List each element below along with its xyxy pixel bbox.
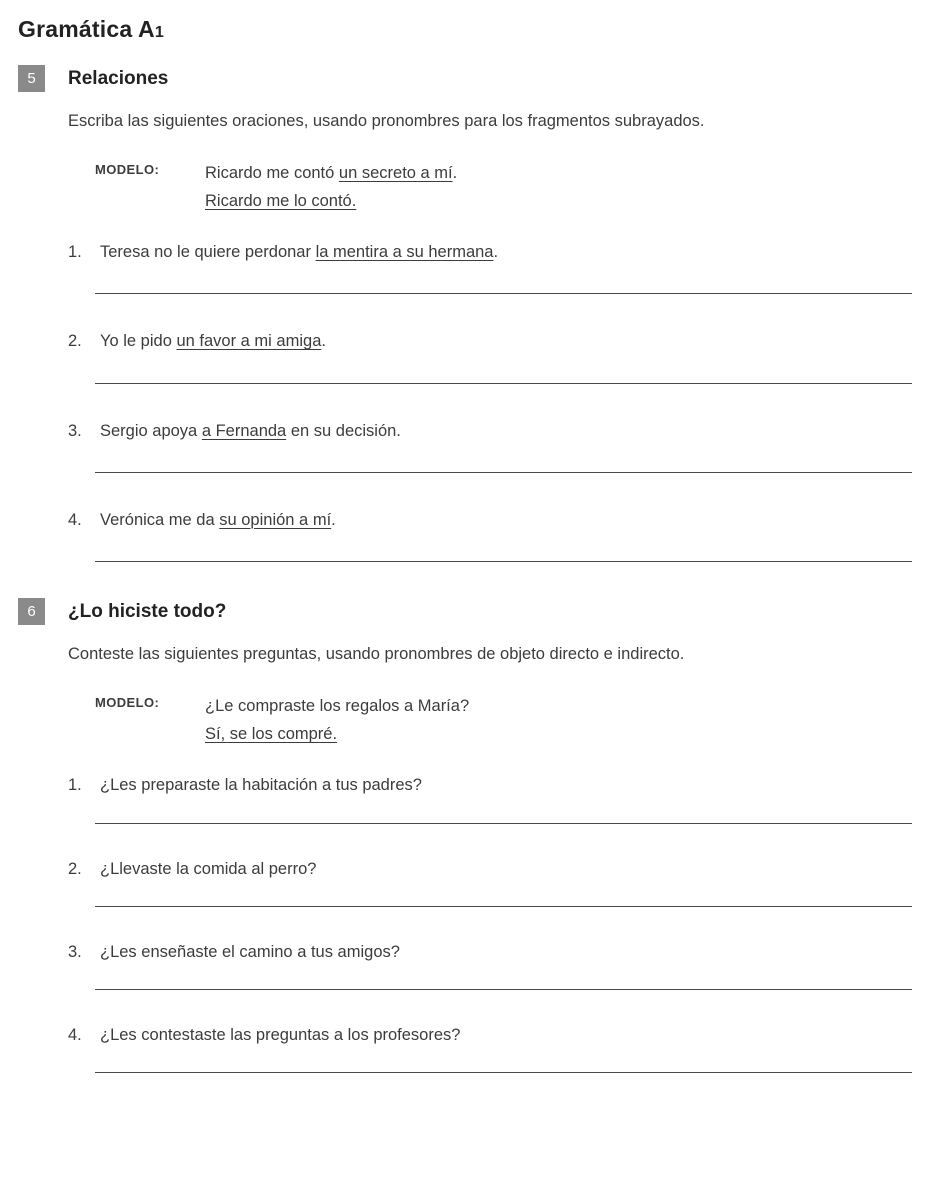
worksheet-item	[68, 774, 912, 823]
worksheet-item	[68, 858, 912, 907]
exercise-6-instructions: Conteste las siguientes preguntas, usando pronombres de objeto directo e indirecto.	[68, 645, 685, 664]
exercise-6-modelo	[95, 692, 912, 748]
modelo-text	[205, 159, 457, 215]
exercise-6-body	[68, 645, 912, 1073]
exercise-5-title: Relaciones	[68, 68, 169, 89]
modelo-example-answer: Sí, se los compré.	[205, 725, 338, 744]
item-sentence	[100, 241, 912, 263]
modelo-example-sentence: ¿Le compraste los regalos a María?	[205, 697, 470, 716]
modelo-sentence-pre: Ricardo me contó	[205, 164, 339, 182]
item-number: 4.	[68, 1026, 82, 1045]
item-number: 2.	[68, 332, 82, 351]
modelo-label: MODELO:	[95, 162, 160, 177]
exercise-5-number-badge: 5	[18, 65, 45, 92]
exercise-6-section	[18, 598, 912, 1073]
sentence-pre: Verónica me da	[100, 510, 220, 529]
exercise-5-header	[18, 65, 912, 92]
item-sentence-row	[68, 330, 912, 352]
item-sentence-row	[68, 241, 912, 263]
item-sentence: ¿Llevaste la comida al perro?	[100, 859, 317, 878]
exercise-5-instructions: Escriba las siguientes oraciones, usando pronombres para los fragmentos subrayados.	[68, 112, 705, 130]
exercise-5-body	[68, 112, 912, 562]
item-sentence-row	[68, 941, 912, 963]
exercise-5-section	[18, 65, 912, 562]
modelo-label: MODELO:	[95, 695, 160, 711]
page-title-main: Gramática A	[18, 16, 155, 42]
answer-line	[95, 823, 912, 824]
answer-line	[95, 293, 912, 294]
item-sentence	[100, 420, 912, 442]
item-number: 4.	[68, 510, 82, 529]
item-number: 3.	[68, 942, 82, 961]
underlined-fragment: su opinión a mí	[219, 510, 332, 529]
item-sentence	[100, 330, 912, 352]
item-sentence: ¿Les preparaste la habitación a tus padres?	[100, 776, 422, 795]
exercise-6-number-badge: 6	[18, 598, 45, 625]
answer-line	[95, 561, 912, 562]
worksheet-item	[68, 1024, 912, 1073]
underlined-fragment: un secreto a mí	[338, 164, 453, 182]
exercise-6-title: ¿Lo hiciste todo?	[68, 601, 227, 623]
page-title-sub: 1	[154, 24, 164, 41]
underlined-fragment: a Fernanda	[201, 421, 287, 440]
item-sentence-row	[68, 420, 912, 442]
modelo-sentence-post: .	[452, 164, 458, 182]
item-sentence	[100, 509, 912, 531]
answer-line	[95, 472, 912, 473]
item-number: 2.	[68, 859, 82, 878]
page-title	[18, 16, 912, 43]
sentence-post: .	[321, 332, 326, 351]
modelo-example-sentence	[205, 159, 457, 187]
item-sentence-row	[68, 858, 912, 880]
worksheet-item	[68, 241, 912, 294]
worksheet-item	[68, 509, 912, 562]
item-sentence: ¿Les contestaste las preguntas a los profesores?	[100, 1026, 461, 1045]
modelo-example-answer: Ricardo me lo contó.	[205, 192, 357, 211]
answer-line	[95, 989, 912, 990]
worksheet-item	[68, 420, 912, 473]
item-number: 1.	[68, 243, 82, 262]
underlined-fragment: un favor a mi amiga	[176, 332, 322, 351]
answer-line	[95, 1072, 912, 1073]
answer-line	[95, 383, 912, 384]
sentence-post: en su decisión.	[286, 421, 401, 440]
sentence-pre: Sergio apoya	[100, 421, 202, 440]
item-number: 1.	[68, 776, 82, 795]
sentence-pre: Yo le pido	[100, 332, 177, 351]
worksheet-item	[68, 941, 912, 990]
sentence-pre: Teresa no le quiere perdonar	[100, 243, 316, 262]
underlined-fragment: la mentira a su hermana	[315, 243, 494, 262]
worksheet-item	[68, 330, 912, 383]
sentence-post: .	[331, 510, 336, 529]
item-sentence-row	[68, 774, 912, 796]
answer-line	[95, 906, 912, 907]
item-number: 3.	[68, 421, 82, 440]
sentence-post: .	[493, 243, 499, 262]
item-sentence: ¿Les enseñaste el camino a tus amigos?	[100, 942, 400, 961]
item-sentence-row	[68, 509, 912, 531]
item-sentence-row	[68, 1024, 912, 1046]
modelo-text	[205, 692, 469, 748]
exercise-5-modelo	[95, 159, 912, 215]
exercise-6-header	[18, 598, 912, 625]
